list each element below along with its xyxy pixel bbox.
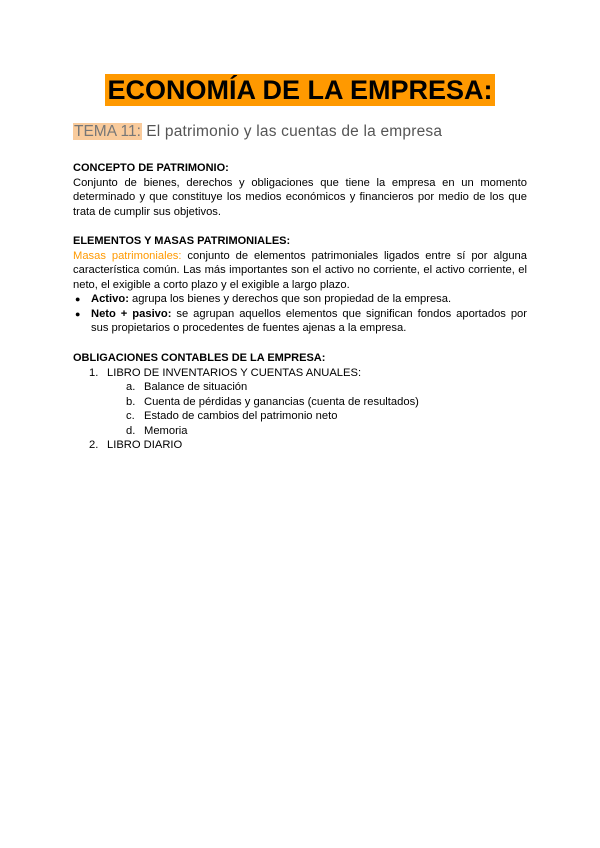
sub-list-letter: d.: [126, 424, 136, 437]
tema-label: TEMA 11:: [74, 123, 141, 140]
bullet-text: se agrupan aquellos elementos que significan fondos aportados por sus propietarios o procedentes de fuentes ajenas a la empresa.: [91, 307, 527, 334]
bullet-icon: ●: [75, 308, 81, 319]
sub-list-label: Balance de situación: [144, 381, 248, 393]
elementos-bullet-list: [73, 292, 527, 336]
list-number: 1.: [89, 366, 99, 379]
bullet-icon: ●: [75, 294, 81, 304]
elementos-section: [73, 234, 527, 336]
list-number: 2.: [89, 439, 99, 451]
sub-list-label: Estado de cambios del patrimonio neto: [144, 410, 338, 422]
masas-text: conjunto de elementos patrimoniales ligados entre sí por alguna característica común. Las más importantes son el activo no corriente, el activo corriente, el neto, el exigible a corto plazo y el exigible a largo plazo.: [73, 249, 528, 291]
sub-list-item: [73, 424, 527, 439]
list-item: [73, 366, 527, 381]
sub-list-label: Cuenta de pérdidas y ganancias (cuenta de resultados): [144, 395, 419, 408]
sub-list-item: [73, 395, 527, 410]
sub-list-letter: a.: [126, 381, 136, 393]
sub-list-label: Memoria: [144, 424, 188, 437]
list-label: LIBRO DE INVENTARIOS Y CUENTAS ANUALES:: [107, 366, 362, 379]
elementos-paragraph: [73, 249, 527, 293]
title-container: [0, 74, 600, 106]
list-label: LIBRO DIARIO: [107, 439, 183, 451]
sub-list-letter: b.: [126, 395, 136, 408]
masas-highlight: Masas patrimoniales:: [73, 249, 182, 262]
list-item: [73, 292, 527, 307]
sub-list-letter: c.: [126, 410, 135, 422]
concepto-heading: CONCEPTO DE PATRIMONIO:: [73, 162, 229, 174]
bullet-term: Neto + pasivo:: [91, 307, 172, 320]
bullet-text: agrupa los bienes y derechos que son propiedad de la empresa.: [128, 293, 452, 305]
page-title: ECONOMÍA DE LA EMPRESA:: [107, 75, 493, 105]
concepto-paragraph: Conjunto de bienes, derechos y obligaciones que tiene la empresa en un momento determinado y que constituye los medios económicos y financieros por medio de los que trata de cumplir sus objetivos.: [73, 176, 527, 218]
obligaciones-heading: OBLIGACIONES CONTABLES DE LA EMPRESA:: [73, 352, 326, 364]
subtitle: [73, 123, 442, 141]
bullet-term: Activo:: [91, 293, 129, 305]
concepto-section: [73, 161, 527, 219]
list-item: [73, 438, 527, 453]
list-item: [73, 307, 527, 336]
sub-list-item: [73, 380, 527, 395]
tema-title: El patrimonio y las cuentas de la empresa: [146, 123, 443, 140]
sub-list-item: [73, 409, 527, 424]
obligaciones-section: [73, 351, 527, 453]
elementos-heading: ELEMENTOS Y MASAS PATRIMONIALES:: [73, 235, 291, 247]
